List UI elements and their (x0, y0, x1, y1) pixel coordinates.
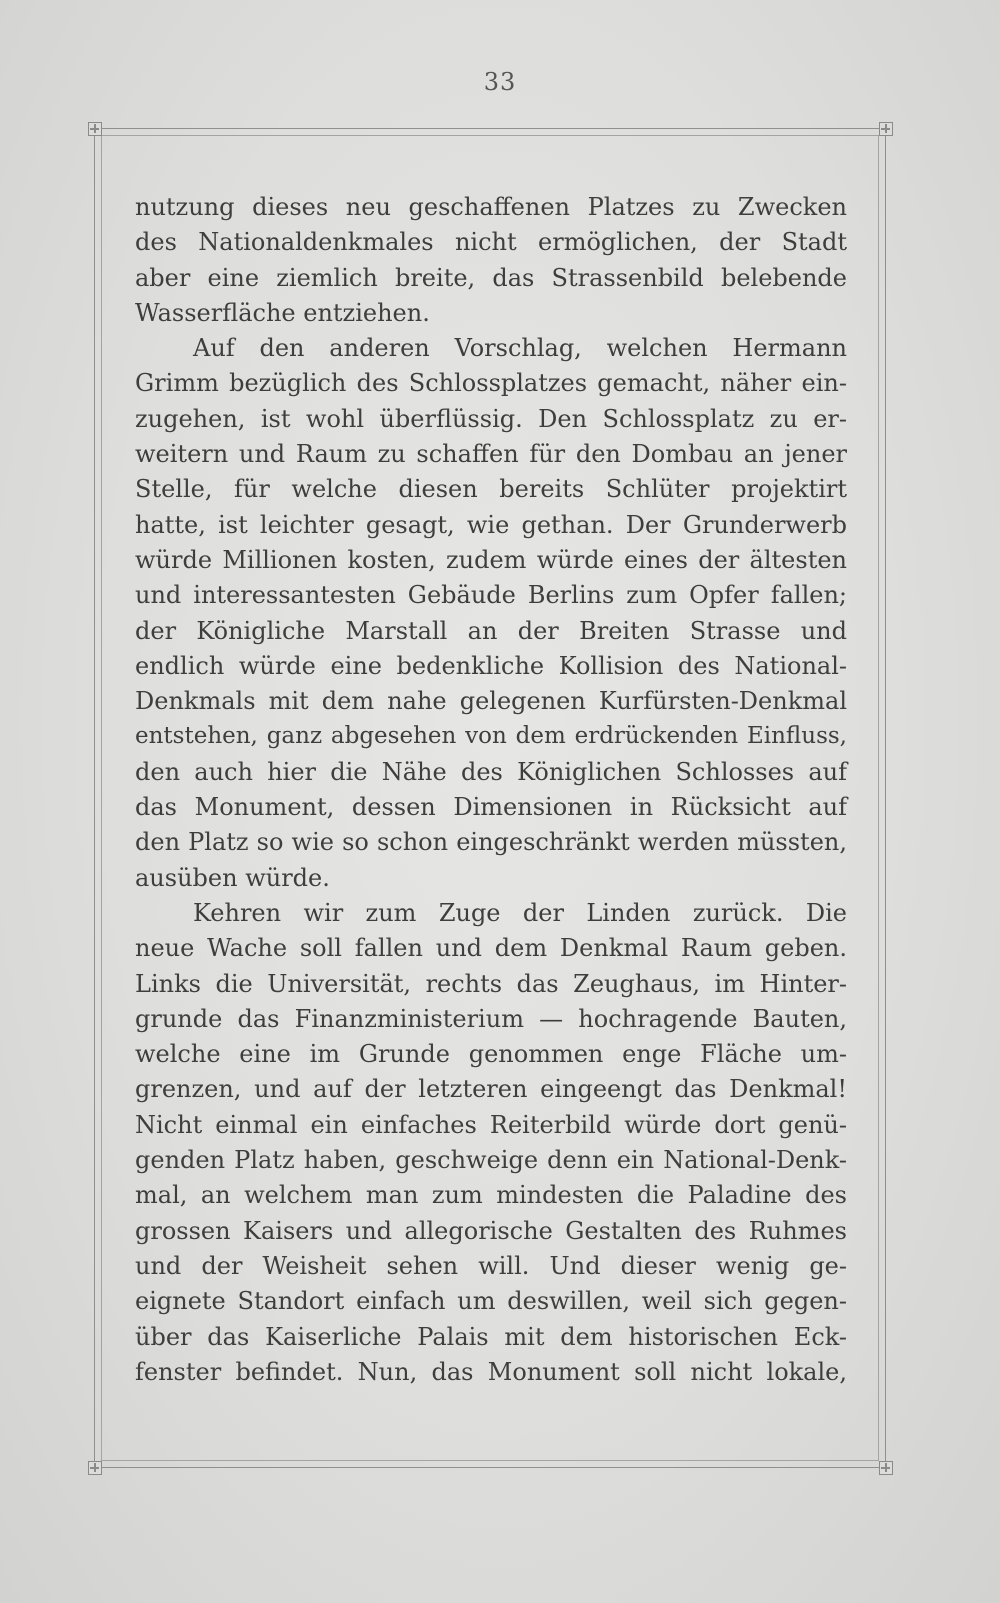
text-line: das Monument, dessen Dimensionen in Rücksicht auf (135, 793, 847, 822)
text-line: grunde das Finanzministerium — hochragende Bauten, (135, 1004, 847, 1033)
text-line: Nicht einmal ein einfaches Reiterbild würde dort genü- (135, 1110, 847, 1139)
corner-ornament-icon (879, 122, 893, 136)
text-line: aber eine ziemlich breite, das Strassenbild belebende (135, 263, 847, 292)
page-number: 33 (483, 68, 517, 96)
text-line: eignete Standort einfach um deswillen, weil sich gegen- (135, 1287, 847, 1316)
text-line: genden Platz haben, geschweige denn ein National-Denk- (135, 1146, 847, 1175)
text-line: grenzen, und auf der letzteren eingeengt das Denkmal! (135, 1075, 847, 1104)
text-line: endlich würde eine bedenkliche Kollision des National- (135, 651, 847, 680)
text-line: nutzung dieses neu geschaffenen Platzes zu Zwecken (135, 193, 847, 221)
text-line: ausüben würde. (135, 863, 330, 892)
text-line: hatte, ist leichter gesagt, wie gethan. Der Grunderwerb (135, 510, 847, 539)
body-text (135, 190, 847, 1390)
text-line: Auf den anderen Vorschlag, welchen Hermann (193, 334, 847, 363)
text-line: des Nationaldenkmales nicht ermöglichen, der Stadt (135, 228, 847, 257)
corner-ornament-icon (88, 1461, 102, 1475)
text-line: Kehren wir zum Zuge der Linden zurück. Die (193, 898, 847, 927)
text-line: und der Weisheit sehen will. Und dieser wenig ge- (135, 1251, 847, 1280)
text-line: Stelle, für welche diesen bereits Schlüter projektirt (135, 475, 847, 504)
text-line: welche eine im Grunde genommen enge Fläche um- (135, 1040, 847, 1069)
text-line: und interessantesten Gebäude Berlins zum Opfer fallen; (135, 581, 847, 610)
text-line: würde Millionen kosten, zudem würde eines der ältesten (135, 545, 847, 574)
text-line: den Platz so wie so schon eingeschränkt werden müssten, (135, 828, 847, 857)
text-line: Wasserfläche entziehen. (135, 298, 430, 327)
text-line: der Königliche Marstall an der Breiten Strasse und (135, 616, 847, 645)
text-line: zugehen, ist wohl überflüssig. Den Schlossplatz zu er- (135, 404, 847, 433)
text-line: Links die Universität, rechts das Zeughaus, im Hinter- (135, 969, 847, 998)
text-line: weitern und Raum zu schaffen für den Dombau an jener (135, 440, 847, 469)
text-line: über das Kaiserliche Palais mit dem historischen Eck- (135, 1322, 847, 1351)
text-line: neue Wache soll fallen und dem Denkmal Raum geben. (135, 934, 847, 963)
text-line: entstehen, ganz abgesehen von dem erdrückenden Einfluss, (135, 723, 847, 750)
text-line: grossen Kaisers und allegorische Gestalten des Ruhmes (135, 1216, 847, 1245)
text-line: Denkmals mit dem nahe gelegenen Kurfürsten-Denkmal (135, 687, 847, 716)
text-line: fenster befindet. Nun, das Monument soll nicht lokale, (135, 1357, 847, 1386)
corner-ornament-icon (88, 122, 102, 136)
text-line: Grimm bezüglich des Schlossplatzes gemacht, näher ein- (135, 369, 847, 398)
corner-ornament-icon (879, 1461, 893, 1475)
text-line: den auch hier die Nähe des Königlichen Schlosses auf (135, 757, 847, 786)
text-line: mal, an welchem man zum mindesten die Paladine des (135, 1181, 847, 1210)
